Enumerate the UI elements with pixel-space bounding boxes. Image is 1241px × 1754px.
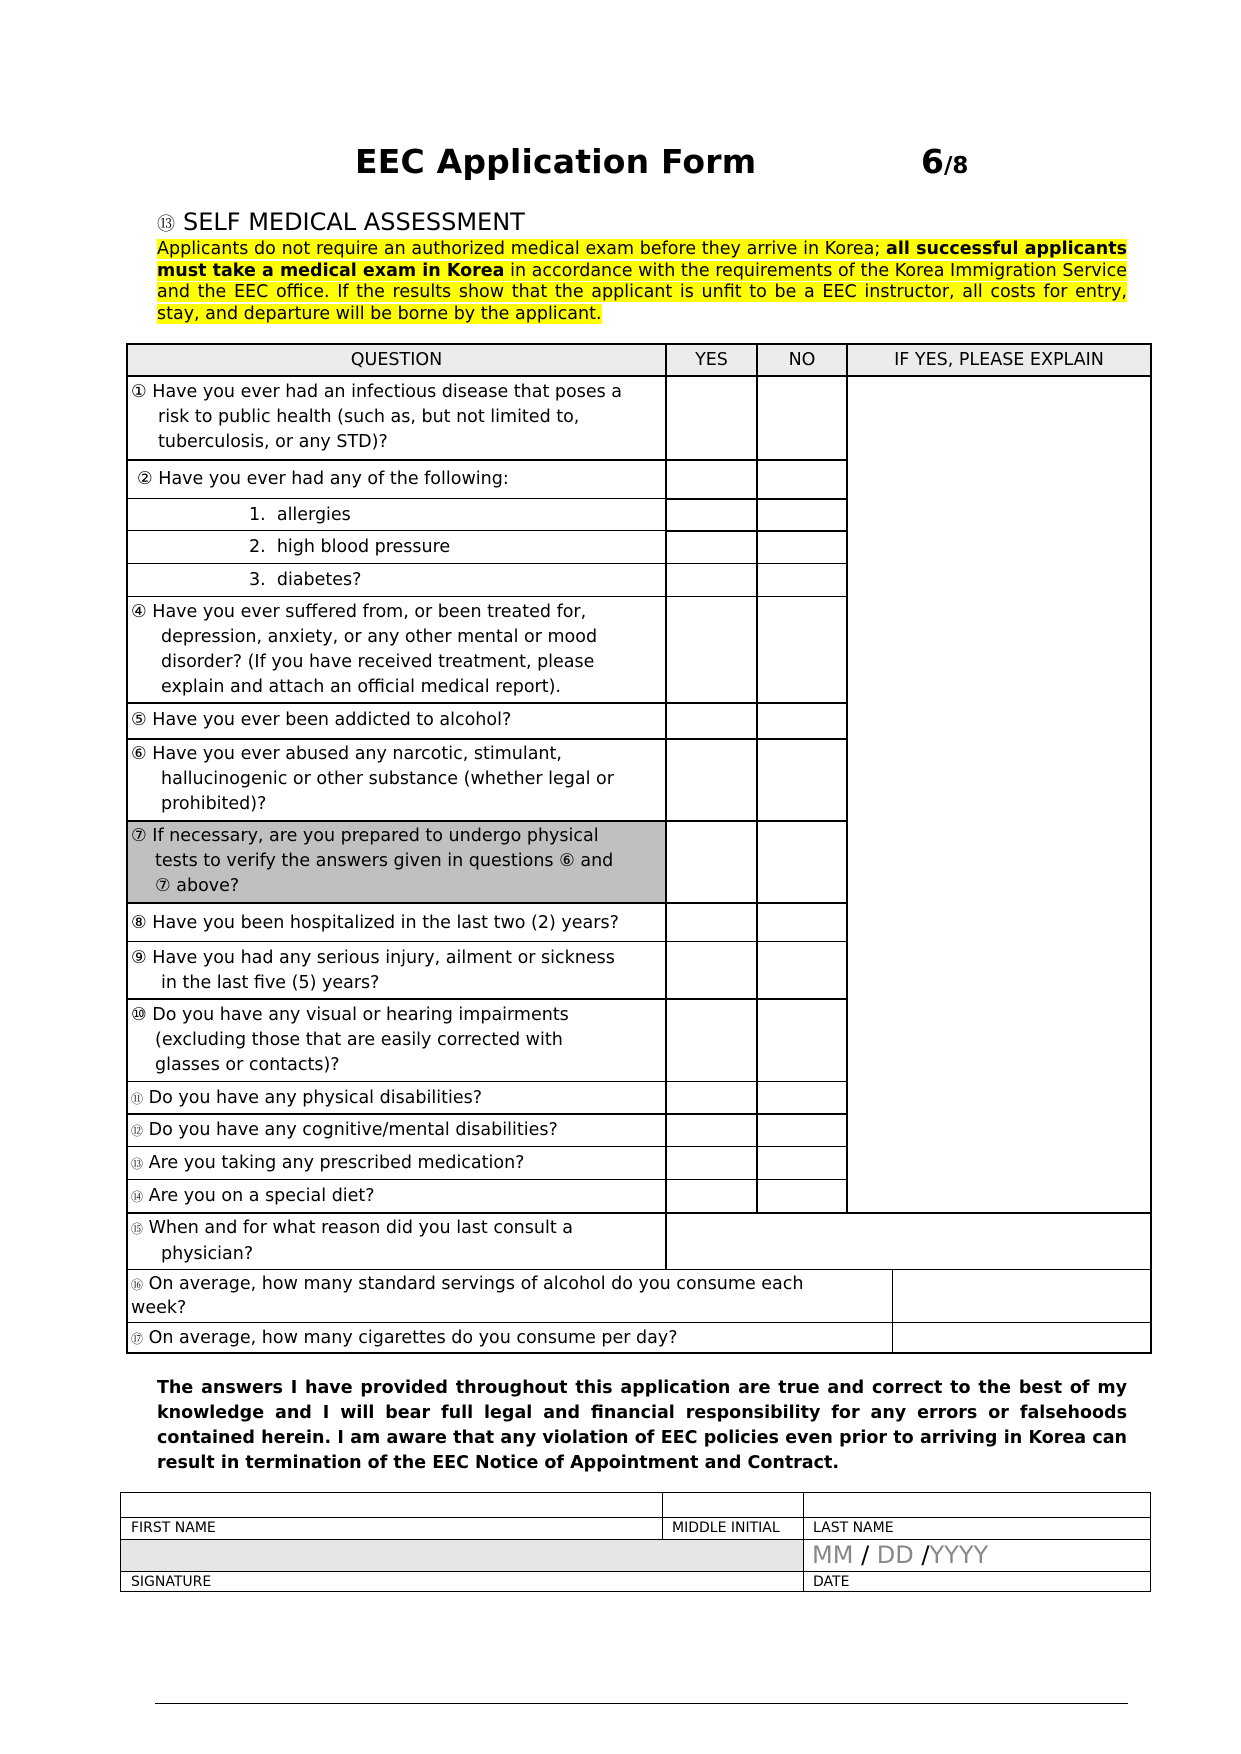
allergies-yes-field[interactable] bbox=[667, 500, 756, 530]
form-title: EEC Application Form bbox=[355, 142, 757, 181]
question-14: ⑭ Are you on a special diet? bbox=[131, 1186, 375, 1206]
page-total: /8 bbox=[943, 153, 969, 179]
table-border-bottom bbox=[126, 1352, 1152, 1354]
question-9: ⑨ Have you had any serious injury, ailment or sickness in the last five (5) years? bbox=[131, 948, 615, 993]
explain-field[interactable] bbox=[848, 377, 1150, 1213]
q11-yes-field[interactable] bbox=[667, 1083, 756, 1113]
header-yes: YES bbox=[695, 350, 728, 370]
diabetes-yes-field[interactable] bbox=[667, 564, 756, 595]
q10-no-field[interactable] bbox=[758, 1000, 846, 1081]
intro-text: Applicants do not require an authorized medical exam before they arrive in Korea; all successful applicants must take a medical exam in Korea in accordance with the requirements of the Korea Immigration Service and the EEC office. If the results show that the applicant is unfit to be a EEC instructor, all costs for entry, stay, and departure will be borne by the applicant. bbox=[157, 239, 1127, 324]
question-11: ⑪ Do you have any physical disabilities? bbox=[131, 1088, 482, 1108]
sig-row-divider bbox=[120, 1517, 1151, 1518]
row-divider bbox=[666, 530, 848, 532]
signature-field[interactable] bbox=[121, 1540, 803, 1571]
row-divider bbox=[126, 1113, 848, 1115]
row-divider bbox=[126, 1081, 848, 1082]
row-divider bbox=[126, 1212, 1152, 1214]
row-divider bbox=[126, 702, 848, 704]
question-15: ⑮ When and for what reason did you last consult a physician? bbox=[131, 1218, 573, 1264]
q11-no-field[interactable] bbox=[758, 1083, 846, 1113]
page-indicator bbox=[921, 142, 968, 181]
sig-border-left bbox=[120, 1492, 121, 1592]
q4-yes-field[interactable] bbox=[667, 597, 756, 702]
row-divider bbox=[126, 530, 666, 531]
q10-yes-field[interactable] bbox=[667, 1000, 756, 1081]
sig-border-right bbox=[1150, 1492, 1151, 1592]
high-blood-pressure-yes-field[interactable] bbox=[667, 532, 756, 562]
header-divider bbox=[126, 375, 1152, 377]
intro-paragraph bbox=[157, 239, 1127, 325]
question-1: ① Have you ever had an infectious disease that poses a risk to public health (such as, but not limited to, tuberculosis, or any STD)? bbox=[131, 382, 623, 452]
q4-no-field[interactable] bbox=[758, 597, 846, 702]
question-2: ② Have you ever had any of the following: bbox=[137, 469, 509, 489]
section-number-icon: ⑬ bbox=[157, 214, 175, 235]
question-2-item-diabetes: 3. diabetes? bbox=[249, 570, 362, 590]
row-divider bbox=[126, 563, 848, 564]
last-name-label: LAST NAME bbox=[813, 1520, 894, 1536]
intro-bold-text: all successful applicants must take a medical exam in Korea bbox=[157, 239, 1127, 281]
sig-col-divider bbox=[803, 1492, 804, 1592]
q17-answer-field[interactable] bbox=[893, 1324, 1150, 1352]
question-17: ⑰ On average, how many cigarettes do you consume per day? bbox=[131, 1328, 678, 1348]
date-label: DATE bbox=[813, 1574, 850, 1590]
section-heading bbox=[157, 208, 525, 236]
q5-yes-field[interactable] bbox=[667, 704, 756, 738]
footer-rule bbox=[155, 1703, 1128, 1704]
table-border-left bbox=[126, 343, 128, 1354]
question-2-item-high-blood-pressure: 2. high blood pressure bbox=[249, 537, 451, 557]
q2-yes-field[interactable] bbox=[667, 461, 756, 498]
question-13: ⑬ Are you taking any prescribed medication? bbox=[131, 1153, 525, 1173]
divider-q16-q17-answer bbox=[892, 1270, 893, 1353]
q9-yes-field[interactable] bbox=[667, 943, 756, 998]
sig-row-divider bbox=[120, 1539, 1151, 1540]
divider-question-yes bbox=[665, 343, 667, 1270]
sig-border-bottom bbox=[120, 1591, 1151, 1592]
question-10: ⑩ Do you have any visual or hearing impairments (excluding those that are easily corrected with glasses or contacts)? bbox=[131, 1005, 569, 1075]
last-name-field[interactable] bbox=[804, 1493, 1149, 1517]
header-no: NO bbox=[788, 350, 816, 370]
allergies-no-field[interactable] bbox=[758, 500, 846, 530]
declaration-text: The answers I have provided throughout this application are true and correct to the best of my knowledge and I will bear full legal and financial responsibility for any errors or falsehoods contained herein. I am aware that any violation of EEC policies even prior to arriving in Korea can result in termination of the EEC Notice of Appointment and Contract. bbox=[157, 1378, 1127, 1473]
first-name-label: FIRST NAME bbox=[131, 1520, 216, 1536]
q5-no-field[interactable] bbox=[758, 704, 846, 738]
q15-answer-field[interactable] bbox=[667, 1214, 1150, 1269]
q2-no-field[interactable] bbox=[758, 461, 846, 498]
q12-no-field[interactable] bbox=[758, 1115, 846, 1146]
question-7: ⑦ If necessary, are you prepared to undergo physical tests to verify the answers given in questions ⑥ and ⑦ above? bbox=[131, 826, 614, 896]
q7-no-field[interactable] bbox=[758, 822, 846, 902]
page-header bbox=[0, 142, 1241, 192]
q14-no-field[interactable] bbox=[758, 1181, 846, 1212]
date-year-placeholder: YYYY bbox=[929, 1541, 989, 1569]
divider-yes-no bbox=[756, 343, 758, 1213]
section-title: SELF MEDICAL ASSESSMENT bbox=[183, 208, 525, 236]
question-2-item-allergies: 1. allergies bbox=[249, 505, 351, 525]
date-month-placeholder: MM bbox=[812, 1541, 854, 1569]
q6-no-field[interactable] bbox=[758, 740, 846, 820]
date-field[interactable]: MM / DD /YYYY bbox=[812, 1541, 989, 1569]
q12-yes-field[interactable] bbox=[667, 1115, 756, 1146]
question-12: ⑫ Do you have any cognitive/mental disabilities? bbox=[131, 1120, 558, 1140]
diabetes-no-field[interactable] bbox=[758, 564, 846, 595]
q1-yes-field[interactable] bbox=[667, 377, 756, 460]
row-divider bbox=[126, 1269, 1152, 1270]
first-name-field[interactable] bbox=[121, 1493, 661, 1517]
row-divider bbox=[126, 1146, 848, 1147]
q13-yes-field[interactable] bbox=[667, 1148, 756, 1179]
q7-yes-field[interactable] bbox=[667, 822, 756, 902]
q1-no-field[interactable] bbox=[758, 377, 846, 460]
q6-yes-field[interactable] bbox=[667, 740, 756, 820]
signature-label: SIGNATURE bbox=[131, 1574, 212, 1590]
row-divider bbox=[126, 596, 848, 597]
q16-answer-field[interactable] bbox=[893, 1271, 1150, 1322]
header-explain: IF YES, PLEASE EXPLAIN bbox=[894, 350, 1104, 370]
row-divider bbox=[126, 1322, 1152, 1323]
q14-yes-field[interactable] bbox=[667, 1181, 756, 1212]
row-divider bbox=[126, 902, 848, 904]
row-divider bbox=[126, 820, 848, 822]
q8-no-field[interactable] bbox=[758, 904, 846, 941]
sig-border-top bbox=[120, 1492, 1151, 1493]
sig-row-divider bbox=[120, 1571, 1151, 1572]
q13-no-field[interactable] bbox=[758, 1148, 846, 1179]
sig-col-divider bbox=[662, 1492, 663, 1539]
row-divider bbox=[126, 998, 848, 1000]
question-16: ⑯ On average, how many standard servings of alcohol do you consume each week? bbox=[131, 1274, 804, 1318]
page-number: 6 bbox=[921, 142, 944, 181]
q9-no-field[interactable] bbox=[758, 943, 846, 998]
row-divider bbox=[666, 498, 848, 500]
question-4: ④ Have you ever suffered from, or been treated for, depression, anxiety, or any other mental or mood disorder? (If you have received treatment, please explain and attach an official medical report). bbox=[131, 602, 598, 697]
question-8: ⑧ Have you been hospitalized in the last two (2) years? bbox=[131, 913, 619, 933]
row-divider bbox=[126, 941, 848, 942]
row-divider bbox=[126, 498, 666, 499]
question-6: ⑥ Have you ever abused any narcotic, stimulant, hallucinogenic or other substance (whether legal or prohibited)? bbox=[131, 744, 614, 814]
high-blood-pressure-no-field[interactable] bbox=[758, 532, 846, 562]
header-question: QUESTION bbox=[350, 350, 443, 370]
table-border-right bbox=[1150, 343, 1152, 1354]
middle-initial-field[interactable] bbox=[663, 1493, 802, 1517]
table-border-top bbox=[126, 343, 1152, 345]
q8-yes-field[interactable] bbox=[667, 904, 756, 941]
row-divider bbox=[126, 1179, 848, 1180]
divider-no-explain bbox=[846, 343, 848, 1213]
row-divider bbox=[126, 738, 848, 740]
middle-initial-label: MIDDLE INITIAL bbox=[672, 1520, 780, 1536]
row-divider bbox=[126, 459, 848, 461]
date-day-placeholder: DD bbox=[876, 1541, 914, 1569]
question-5: ⑤ Have you ever been addicted to alcohol? bbox=[131, 710, 512, 730]
